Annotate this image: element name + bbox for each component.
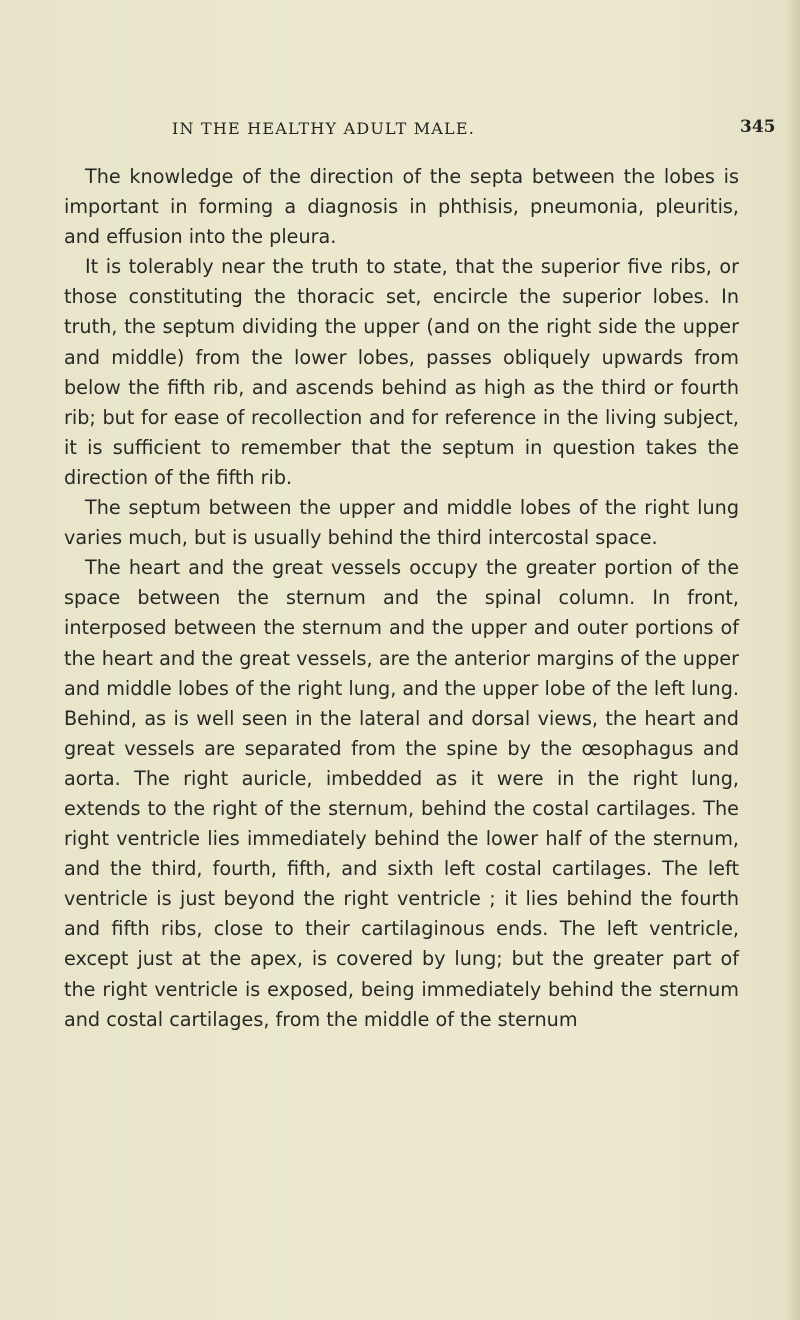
paragraph-middle-lobe-septum: The septum between the upper and middle lobes of the right lung varies much, but is usually behind the third intercostal space. [64,496,739,550]
paragraph-heart-vessels: The heart and the great vessels occupy the greater portion of the space between the sternum and the spinal column. In front, interposed between the sternum and the upper and outer portions of the heart and the great vessels, are the anterior margins of the upper and middle lobes of the right lung, and the upper lobe of the left lung. Behind, as is well seen in the lateral and dorsal views, the heart and great vessels are separated from the spine by the œsophagus and aorta. The right auricle, imbedded as it were in the right lung, extends to the right of the sternum, behind the costal cartilages. The right ventricle lies immediately behind the lower half of the sternum, and the third, fourth, fifth, and sixth left costal cartilages. The left ventricle is just beyond the right ventricle ; it lies behind the fourth and fifth ribs, close to their cartilaginous ends. The left ventricle, except just at the apex, is covered by lung; but the greater part of the right ventricle is exposed, being immediately behind the sternum and costal cartilages, from the middle of the sternum [64,556,739,1031]
paragraph-superior-ribs: It is tolerably near the truth to state, that the superior five ribs, or those constituting the thoracic set, encircle the superior lobes. In truth, the septum dividing the upper (and on the right side the upper and middle) from the lower lobes, passes obliquely upwards from below the fifth rib, and ascends behind as high as the third or fourth rib; but for ease of recollection and for reference in the living subject, it is sufficient to remember that the septum in question takes the direction of the fifth rib. [64,255,739,489]
page-edge-shadow [786,0,800,1320]
paragraph-septa-diagnosis: The knowledge of the direction of the septa between the lobes is important in forming a diagnosis in phthisis, pneumonia, pleuritis, and effusion into the pleura. [64,165,739,249]
body-text [64,162,739,1035]
page-header [0,119,800,143]
page-number: 345 [740,117,776,137]
running-head: IN THE HEALTHY ADULT MALE. [172,119,476,138]
